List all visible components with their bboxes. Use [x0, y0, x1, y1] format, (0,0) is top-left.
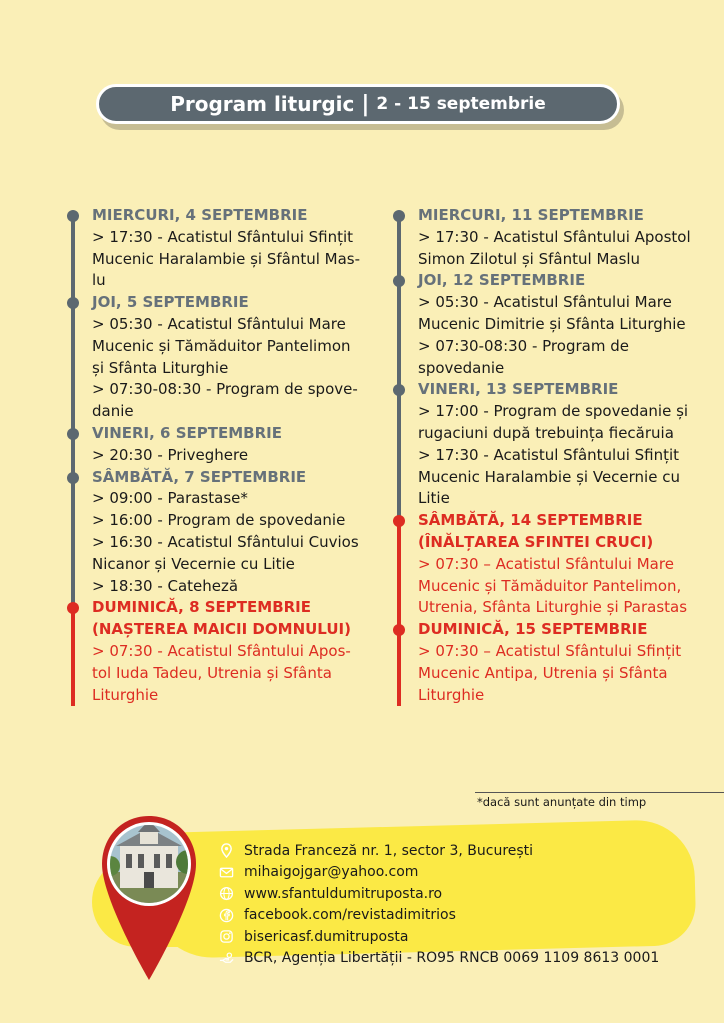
title-separator: |	[361, 91, 370, 117]
contact-address	[219, 840, 659, 862]
event: > 07:30-08:30 - Program de spove- danie	[92, 380, 358, 421]
schedule-column-left	[67, 205, 372, 706]
event: > 17:30 - Acatistul Sfântului Apostol Simon Zilotul și Sfântul Maslu	[418, 227, 691, 268]
event: > 16:00 - Program de spovedanie	[92, 511, 346, 530]
day-title: DUMINICĂ, 8 SEPTEMBRIE	[92, 598, 312, 617]
event: > 17:30 - Acatistul Sfântului Sfințit Mucenic Haralambie și Vecernie cu Litie	[418, 445, 680, 508]
day-title: SÂMBĂTĂ, 7 SEPTEMBRIE	[92, 467, 307, 486]
day-title: DUMINICĂ, 15 SEPTEMBRIE	[418, 620, 648, 639]
contact-facebook	[219, 905, 659, 927]
feast-name: (ÎNĂLȚAREA SFINTEI CRUCI)	[418, 532, 654, 551]
event: > 20:30 - Priveghere	[92, 445, 249, 464]
event: > 05:30 - Acatistul Sfântului Mare Mucenic și Tămăduitor Pantelimon și Sfânta Liturghie	[92, 314, 351, 377]
day-sun-15	[393, 619, 703, 706]
day-title: JOI, 12 SEPTEMBRIE	[418, 271, 586, 290]
event: > 16:30 - Acatistul Sfântului Cuvios Nicanor și Vecernie cu Litie	[92, 532, 359, 573]
day-wed-11	[393, 205, 703, 270]
facebook-link[interactable]: facebook.com/revistadimitrios	[244, 907, 456, 924]
footnote-divider	[475, 792, 724, 793]
event: > 17:00 - Program de spovedanie și rugaciuni după trebuința fiecăruia	[418, 402, 689, 442]
day-title: MIERCURI, 4 SEPTEMBRIE	[92, 206, 308, 224]
day-sat-14-feast	[393, 510, 703, 619]
day-title: SÂMBĂTĂ, 14 SEPTEMBRIE	[418, 511, 643, 530]
event: > 07:30 – Acatistul Sfântului Mare Mucenic și Tămăduitor Pantelimon, Utrenia, Sfânta Liturghie și Parastas	[418, 554, 688, 617]
email-link[interactable]: mihaigojgar@yahoo.com	[244, 864, 419, 881]
contact-website	[219, 883, 659, 905]
church-location-pin-icon	[100, 814, 198, 982]
day-title: VINERI, 6 SEPTEMBRIE	[92, 423, 282, 442]
address-text: Strada Franceză nr. 1, sector 3, București	[244, 842, 534, 859]
website-link[interactable]: www.sfantuldumitruposta.ro	[244, 885, 443, 902]
schedule-column-right	[393, 205, 703, 706]
contact-instagram	[219, 926, 659, 948]
day-fri-13	[393, 379, 703, 510]
event: > 07:30-08:30 - Program de spovedanie	[418, 336, 629, 377]
event: > 07:30 - Acatistul Sfântului Apos- tol Iuda Tadeu, Utrenia și Sfânta Liturghie	[92, 641, 351, 704]
event: > 05:30 - Acatistul Sfântului Mare Mucenic Dimitrie și Sfânta Liturghie	[418, 293, 686, 333]
contact-email	[219, 862, 659, 884]
feast-name: (NAȘTEREA MAICII DOMNULUI)	[92, 620, 351, 639]
title-bar	[96, 84, 620, 124]
day-sat-7	[67, 467, 372, 598]
event: > 18:30 - Cateheză	[92, 576, 239, 595]
instagram-link[interactable]: bisericasf.dumitruposta	[244, 928, 409, 945]
day-thu-12	[393, 270, 703, 379]
facebook-icon	[219, 908, 234, 923]
bank-account: BCR, Agenția Libertății - RO95 RNCB 0069 1109 8613 0001	[244, 950, 660, 967]
page-subtitle: 2 - 15 septembrie	[376, 94, 546, 114]
globe-icon	[219, 886, 234, 901]
instagram-icon	[219, 929, 234, 944]
day-title: MIERCURI, 11 SEPTEMBRIE	[418, 206, 644, 224]
page-title: Program liturgic	[170, 92, 355, 116]
day-sun-8-feast	[67, 597, 372, 706]
day-title: JOI, 5 SEPTEMBRIE	[92, 293, 249, 312]
donation-hand-icon	[219, 951, 234, 966]
event: > 17:30 - Acatistul Sfântului Sfințit Mucenic Haralambie și Sfântul Mas- lu	[92, 227, 361, 290]
contact-bank	[219, 948, 659, 970]
footnote: *dacă sunt anunțate din timp	[477, 795, 647, 809]
day-wed-4	[67, 205, 372, 292]
location-pin-icon	[219, 843, 234, 858]
day-title: VINERI, 13 SEPTEMBRIE	[418, 380, 619, 399]
event: > 09:00 - Parastase*	[92, 489, 248, 508]
envelope-icon	[219, 865, 234, 880]
day-fri-6	[67, 423, 372, 467]
event: > 07:30 – Acatistul Sfântului Sfințit Mucenic Antipa, Utrenia și Sfânta Liturghie	[418, 641, 682, 704]
contact-list	[219, 840, 659, 969]
day-thu-5	[67, 292, 372, 423]
